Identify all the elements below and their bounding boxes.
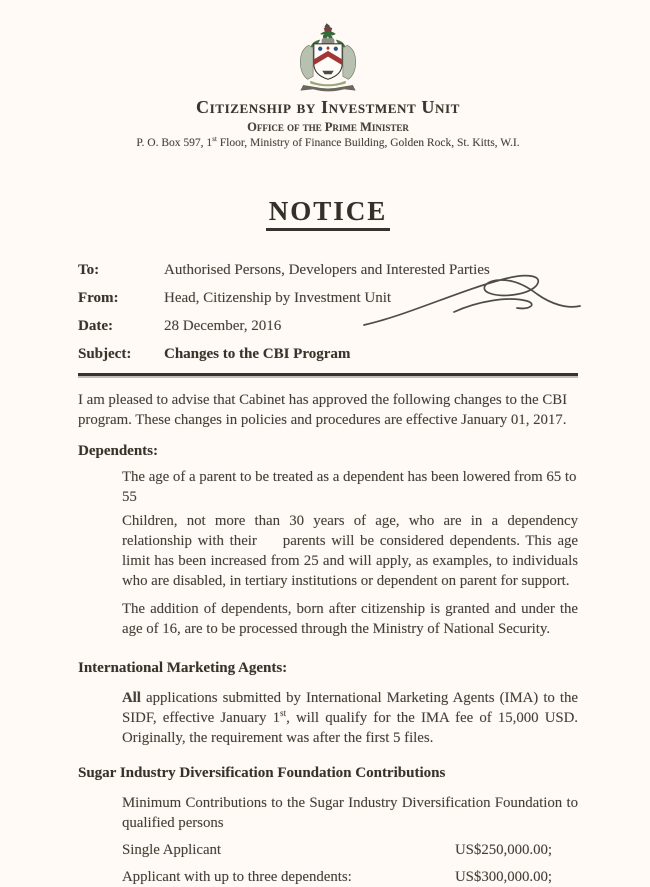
page-title: NOTICE — [78, 196, 578, 231]
org-name: Citizenship by Investment Unit — [196, 97, 460, 117]
scanned-notice-document — [0, 22, 650, 885]
meta-label-from: From: — [78, 290, 119, 306]
fee-label: Applicant with up to three dependents: — [122, 869, 352, 885]
meta-value-from: Head, Citizenship by Investment Unit — [164, 290, 392, 306]
meta-label-date: Date: — [78, 318, 113, 334]
fee-row-up-to-three-dependents — [122, 868, 578, 887]
fee-row-single-applicant — [122, 841, 578, 860]
dependents-age-paragraph: The age of a parent to be treated as a dependent has been lowered from 65 to 55 — [122, 469, 577, 505]
fee-amount: US$300,000.00; — [455, 869, 553, 885]
dependents-addition-paragraph: The addition of dependents, born after citizenship is granted and under the age of 16, are to be processed through the Ministry of National Security. — [122, 601, 578, 637]
meta-row-date — [78, 317, 578, 336]
dependents-heading: Dependents: — [78, 443, 159, 459]
sidf-intro-paragraph: Minimum Contributions to the Sugar Industry Diversification Foundation to qualified persons — [122, 795, 578, 831]
fee-label: Single Applicant — [122, 842, 222, 858]
divider-rule — [78, 373, 578, 376]
ima-heading: International Marketing Agents: — [78, 660, 288, 676]
dependents-children-paragraph: Children, not more than 30 years of age, who are in a dependency relationship with their parents will be considered dependents. This age limit has been increased from 25 and will apply, as examples, to individuals who are disabled, in tertiary institutions or dependent on parent for support. — [122, 513, 578, 589]
meta-value-subject: Changes to the CBI Program — [164, 346, 351, 362]
meta-label-to: To: — [78, 262, 100, 278]
office-line: Office of the Prime Minister — [247, 120, 409, 134]
meta-label-subject: Subject: — [78, 346, 132, 362]
meta-value-to: Authorised Persons, Developers and Interested Parties — [164, 262, 490, 278]
meta-row-to — [78, 261, 578, 280]
address-line: P. O. Box 597, 1st Floor, Ministry of Finance Building, Golden Rock, St. Kitts, W.I. — [136, 135, 520, 149]
fee-amount: US$250,000.00; — [455, 842, 553, 858]
meta-row-from — [78, 289, 578, 308]
meta-value-date: 28 December, 2016 — [164, 318, 282, 334]
coat-of-arms-icon — [78, 22, 578, 94]
intro-paragraph: I am pleased to advise that Cabinet has approved the following changes to the CBI program. These changes in policies and procedures are effective January 01, 2017. — [78, 392, 567, 428]
ima-paragraph: All applications submitted by International Marketing Agents (IMA) to the SIDF, effective January 1st, will qualify for the IMA fee of 15,000 USD. Originally, the requirement was after the first 5 files. — [122, 690, 579, 746]
memo-header — [78, 261, 578, 364]
meta-row-subject — [78, 345, 578, 364]
sidf-heading: Sugar Industry Diversification Foundation Contributions — [78, 765, 446, 781]
